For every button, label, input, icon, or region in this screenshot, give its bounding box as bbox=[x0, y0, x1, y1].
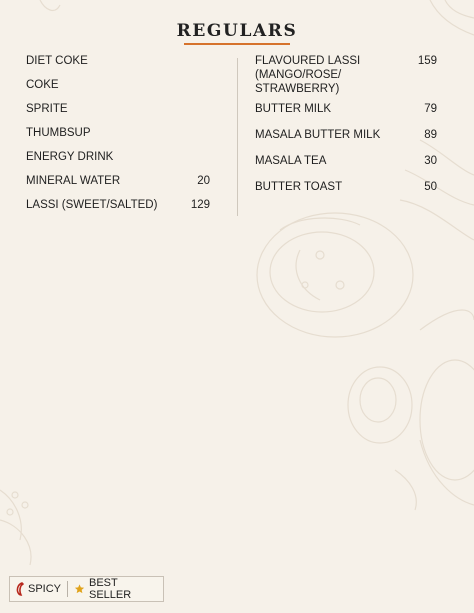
chili-icon bbox=[16, 582, 24, 596]
item-name: MASALA BUTTER MILK bbox=[255, 129, 381, 141]
legend-bestseller bbox=[68, 577, 163, 601]
spicy-label: SPICY bbox=[28, 583, 62, 595]
item-name: DIET COKE bbox=[26, 55, 88, 67]
item-price: 159 bbox=[417, 55, 437, 67]
menu-item bbox=[26, 102, 210, 126]
menu-item bbox=[26, 126, 210, 150]
item-name: COKE bbox=[26, 79, 59, 91]
item-price: 50 bbox=[424, 181, 437, 193]
menu-item bbox=[255, 54, 437, 102]
item-name: ENERGY DRINK bbox=[26, 151, 114, 163]
legend-spicy bbox=[10, 577, 67, 601]
item-name: SPRITE bbox=[26, 103, 68, 115]
item-name: BUTTER TOAST bbox=[255, 181, 343, 193]
item-name: FLAVOURED LASSI (MANGO/ROSE/ STRAWBERRY) bbox=[255, 55, 361, 95]
menu-item bbox=[26, 174, 210, 198]
title-underline bbox=[184, 43, 290, 45]
legend-box bbox=[9, 576, 164, 602]
item-name: LASSI (SWEET/SALTED) bbox=[26, 199, 158, 211]
item-name: MASALA TEA bbox=[255, 155, 327, 167]
right-menu-column bbox=[255, 54, 437, 206]
item-name: MINERAL WATER bbox=[26, 175, 121, 187]
left-menu-column bbox=[26, 54, 210, 222]
menu-item bbox=[255, 102, 437, 128]
item-price: 30 bbox=[424, 155, 437, 167]
item-name: THUMBSUP bbox=[26, 127, 91, 139]
column-divider bbox=[237, 58, 238, 216]
item-price: 129 bbox=[190, 199, 210, 211]
menu-item bbox=[26, 78, 210, 102]
menu-item bbox=[255, 180, 437, 206]
star-icon bbox=[74, 583, 85, 595]
item-price: 79 bbox=[424, 103, 437, 115]
item-price: 20 bbox=[197, 175, 210, 187]
menu-item bbox=[26, 54, 210, 78]
menu-item bbox=[26, 198, 210, 222]
menu-item bbox=[255, 128, 437, 154]
item-price: 89 bbox=[424, 129, 437, 141]
page-title: REGULARS bbox=[176, 21, 298, 41]
menu-item bbox=[255, 154, 437, 180]
menu-item bbox=[26, 150, 210, 174]
bestseller-label: BEST SELLER bbox=[89, 577, 132, 601]
item-name: BUTTER MILK bbox=[255, 103, 332, 115]
